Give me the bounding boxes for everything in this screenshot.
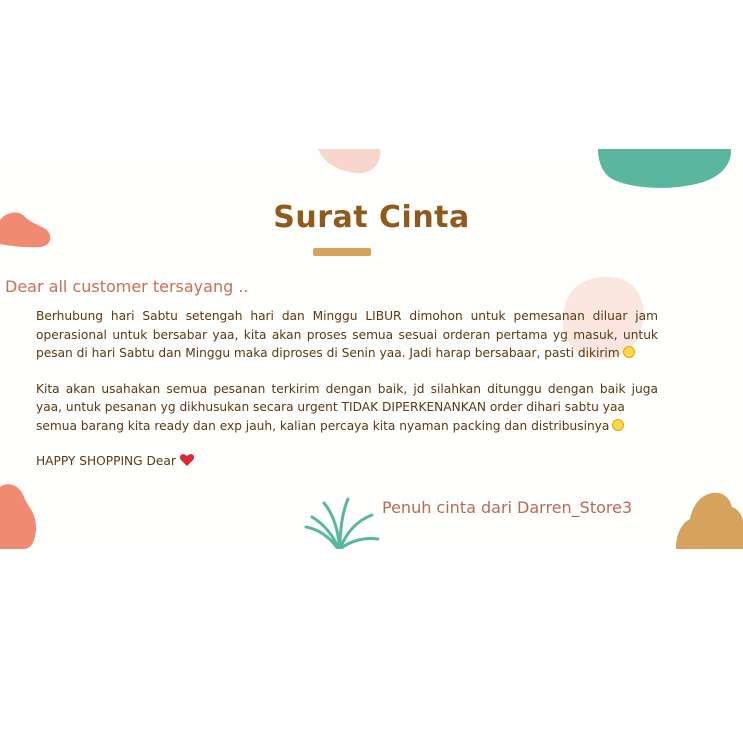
kissing-face-icon [612, 419, 624, 431]
paragraph-urgent-orders [36, 380, 658, 436]
signoff-line [36, 452, 658, 471]
plant-leaves-icon [302, 495, 380, 549]
teal-top-right-blob [598, 149, 732, 191]
signoff-text: HAPPY SHOPPING Dear [36, 454, 176, 468]
paragraph-operational-hours [36, 307, 658, 363]
page-title: Surat Cinta [273, 200, 470, 235]
paragraph-2-text: Kita akan usahakan semua pesanan terkirim dengan baik, jd silahkan ditunggu dengan baik juga yaa, untuk pesanan yg dikhusukan secara urgent TIDAK DIPERKENANKAN order dihari sabtu yaa [36, 381, 658, 414]
closing-signature: Penuh cinta dari Darren_Store3 [382, 498, 633, 517]
paragraph-spacer [36, 435, 658, 452]
letter-banner [0, 149, 743, 549]
greeting-text: Dear all customer tersayang .. [5, 277, 249, 296]
mustard-bottom-right-blob [676, 489, 743, 549]
letter-body [36, 307, 658, 471]
peach-top-blob [316, 149, 382, 175]
paragraph-1-text: Berhubung hari Sabtu setengah hari dan Minggu LIBUR dimohon untuk pemesanan diluar jam operasional untuk bersabar yaa, kita akan proses semua sesuai orderan pertama yg masuk, untuk pesan di hari Sabtu dan Minggu maka diproses di Senin yaa. Jadi harap bersabaar, pasti dikirim [36, 309, 658, 360]
paragraph-spacer [36, 363, 658, 380]
paragraph-3-text: semua barang kita ready dan exp jauh, kalian percaya kita nyaman packing dan distribusinya [36, 418, 610, 433]
smiling-face-icon [623, 346, 635, 358]
coral-bottom-left-blob [0, 483, 38, 549]
heart-icon [180, 454, 194, 466]
title-underline [313, 248, 371, 256]
